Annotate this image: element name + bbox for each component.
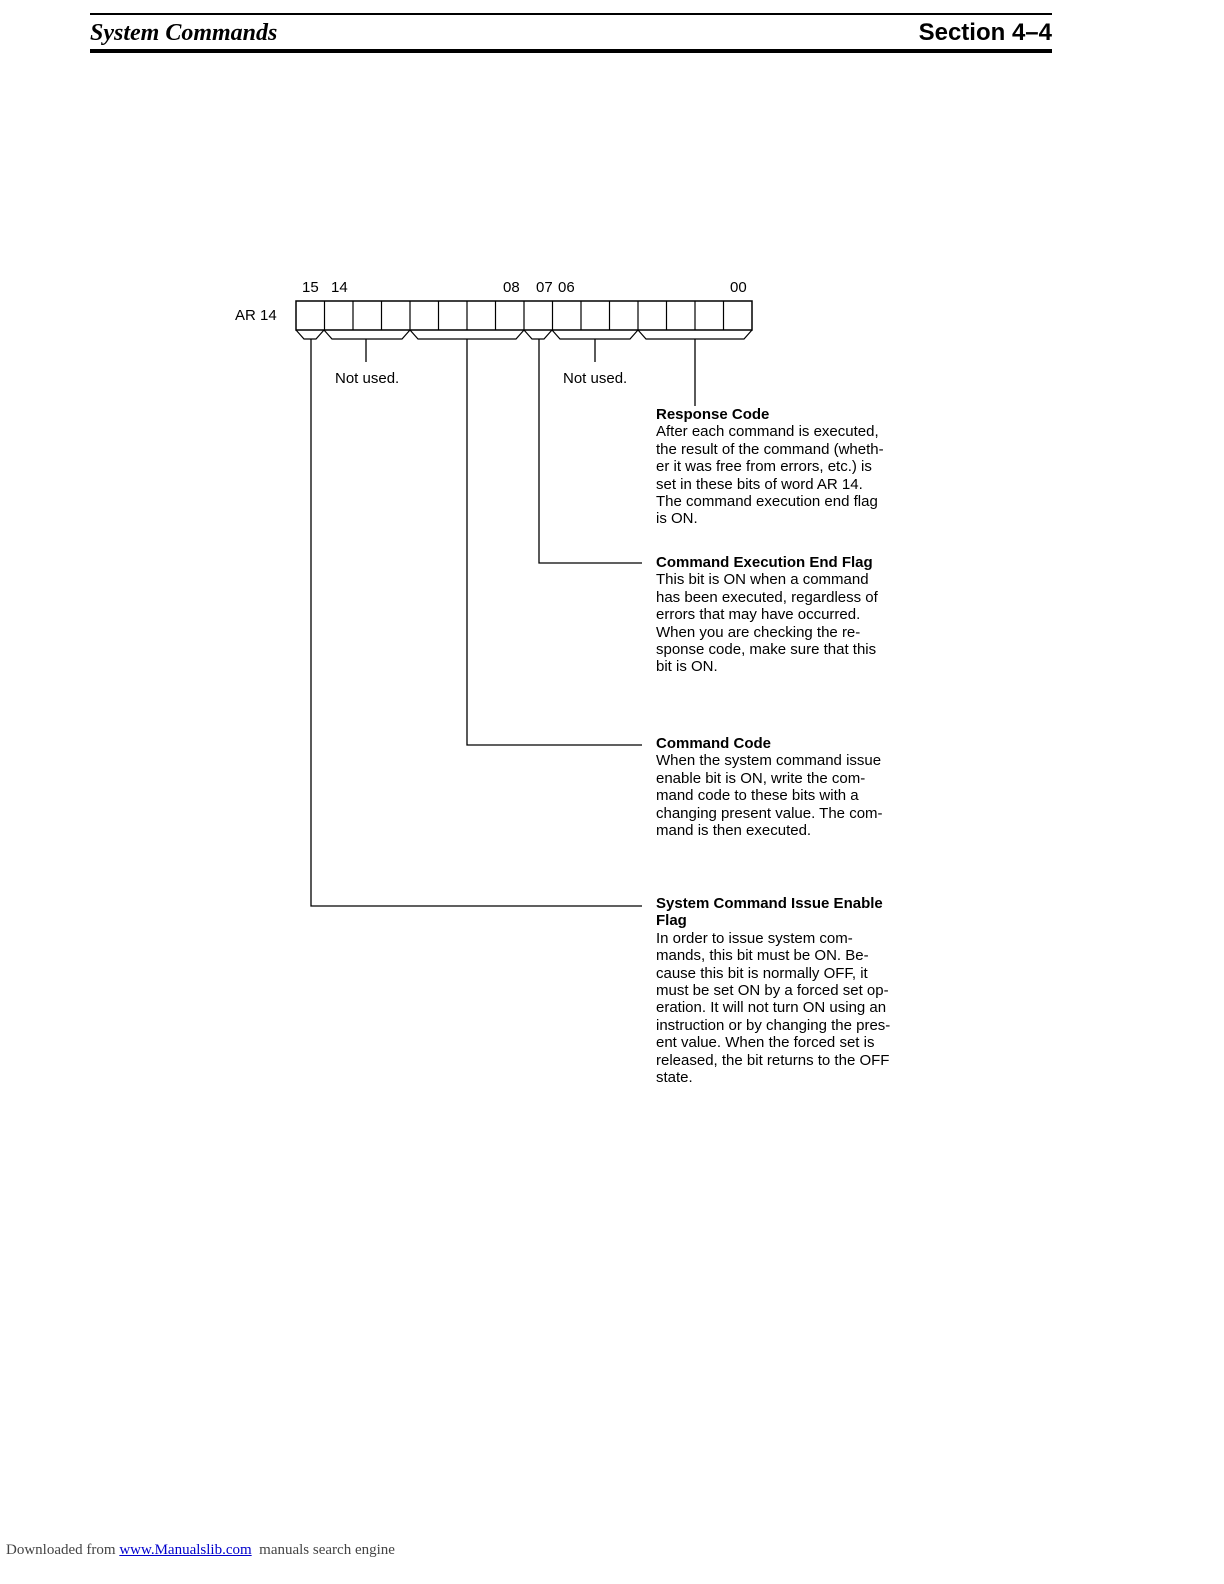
bit-label-14: 14: [331, 279, 348, 296]
description-title: Command Code: [656, 735, 772, 752]
bit-label-08: 08: [503, 279, 520, 296]
bit-label-06: 06: [558, 279, 575, 296]
description-system-command-issue-enable-flag: [656, 895, 908, 1086]
description-line: set in these bits of word AR 14.: [656, 475, 863, 493]
description-line: mand code to these bits with a: [656, 787, 859, 805]
description-line: When the system command issue: [656, 752, 882, 770]
description-line: ent value. When the forced set is: [656, 1034, 875, 1052]
description-line: mand is then executed.: [656, 822, 812, 840]
section-number: Section 4–4: [918, 19, 1052, 46]
leader-command-code: [467, 339, 642, 745]
description-line: In order to issue system com-: [656, 929, 853, 947]
description-response-code: [656, 406, 908, 528]
footer: [6, 1542, 395, 1559]
description-title: Response Code: [656, 406, 770, 423]
bit-cell-dividers: [325, 301, 724, 330]
description-line: instruction or by changing the pres-: [656, 1016, 891, 1034]
description-line: When you are checking the re-: [656, 623, 861, 641]
bracket-bits-06-unused: [552, 330, 638, 339]
bracket-bits-response-code: [638, 330, 752, 339]
description-line: cause this bit is normally OFF, it: [656, 964, 868, 982]
bit-label-00: 00: [730, 279, 747, 296]
description-title: Command Execution End Flag: [656, 554, 873, 571]
description-line: This bit is ON when a command: [656, 571, 869, 589]
description-line: The command execution end flag: [656, 493, 878, 511]
register-label: AR 14: [235, 307, 277, 324]
footer-link[interactable]: www.Manualslib.com: [119, 1542, 252, 1558]
description-line: the result of the command (wheth-: [656, 440, 884, 458]
footer-prefix: Downloaded from: [6, 1542, 120, 1558]
description-line: must be set ON by a forced set op-: [656, 982, 889, 1000]
description-line: has been executed, regardless of: [656, 588, 878, 606]
description-line: bit is ON.: [656, 658, 718, 676]
bracket-bit-07: [524, 330, 552, 339]
leader-system-command-issue-enable-flag: [311, 339, 642, 906]
not-used-label-2: Not used.: [563, 370, 628, 387]
description-line: state.: [656, 1069, 693, 1087]
description-line: er it was free from errors, etc.) is: [656, 458, 872, 476]
description-line: enable bit is ON, write the com-: [656, 769, 866, 787]
description-line: After each command is executed,: [656, 423, 879, 441]
bracket-bits-14-08-unused: [324, 330, 410, 339]
description-line: errors that may have occurred.: [656, 606, 861, 624]
description-title: System Command Issue Enable Flag: [656, 895, 883, 930]
bracket-bit-15: [296, 330, 324, 339]
description-command-code: [656, 735, 908, 839]
page-title: System Commands: [90, 20, 278, 46]
description-command-execution-end-flag: [656, 554, 908, 676]
description-line: is ON.: [656, 510, 698, 528]
not-used-label-1: Not used.: [335, 370, 400, 387]
footer-suffix: manuals search engine: [251, 1542, 395, 1558]
description-line: eration. It will not turn ON using an: [656, 999, 887, 1017]
description-line: sponse code, make sure that this: [656, 641, 877, 659]
bracket-bits-command-code: [410, 330, 524, 339]
bit-label-15: 15: [302, 279, 319, 296]
description-line: changing present value. The com-: [656, 804, 883, 822]
description-line: released, the bit returns to the OFF: [656, 1051, 890, 1069]
bit-label-07: 07: [536, 279, 553, 296]
description-line: mands, this bit must be ON. Be-: [656, 947, 869, 965]
